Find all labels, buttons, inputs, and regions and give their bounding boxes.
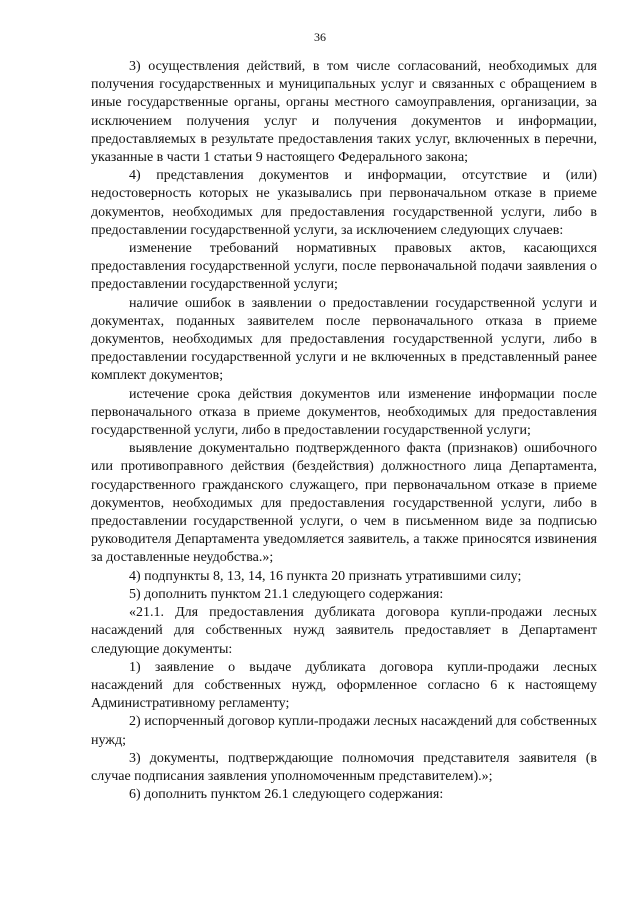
paragraph: истечение срока действия документов или изменение информации после первоначального отказа в приеме документов, необходимых для предоставления государственной услуги, либо в предоставлении государственной услуги; [91, 386, 597, 439]
paragraph: наличие ошибок в заявлении о предоставлении государственной услуги и документах, поданных заявителем после первоначального отказа в приеме документов, необходимых для предоставления государственной услуги, либо в предоставлении государственной услуги и не включенных в представленный ранее комплект документов; [91, 295, 597, 384]
paragraph: 1) заявление о выдаче дубликата договора купли-продажи лесных насаждений для собственных нужд, оформленное согласно 6 к настоящему Административному регламенту; [91, 659, 597, 712]
paragraph: 6) дополнить пунктом 26.1 следующего содержания: [129, 787, 444, 803]
page-number: 36 [314, 30, 326, 44]
paragraph: изменение требований нормативных правовых актов, касающихся предоставления государственной услуги, после первоначальной подачи заявления о предоставлении государственной услуги; [91, 241, 597, 293]
paragraph: 4) подпункты 8, 13, 14, 16 пункта 20 признать утратившими силу; [129, 568, 522, 584]
paragraph: выявление документально подтвержденного факта (признаков) ошибочного или противоправного действия (бездействия) должностного лица Департамента, государственного гражданского служащего, при первоначальном отказе в приеме документов, необходимых для предоставления государственной услуги, либо в предоставлении государственной услуги, о чем в письменном виде за подписью руководителя Департамента уведомляется заявитель, а также приносятся извинения за доставленные неудобства.»; [91, 441, 597, 566]
paragraph: 2) испорченный договор купли-продажи лесных насаждений для собственных нужд; [91, 714, 597, 748]
paragraph: 3) осуществления действий, в том числе согласований, необходимых для получения государственных и муниципальных услуг и связанных с обращением в иные государственные органы, органы местного самоуправления, организации, за исключением получения услуг и получения документов и информации, предоставляемых в результате предоставления таких услуг, включенных в перечни, указанные в части 1 статьи 9 настоящего Федерального закона; [91, 59, 597, 166]
paragraph: 3) документы, подтверждающие полномочия представителя заявителя (в случае подписания заявления уполномоченным представителем).»; [91, 750, 597, 784]
document-body [91, 58, 597, 804]
paragraph: «21.1. Для предоставления дубликата договора купли-продажи лесных насаждений для собственных нужд заявитель предоставляет в Департамент следующие документы: [91, 605, 597, 657]
paragraph: 4) представления документов и информации, отсутствие и (или) недостоверность которых не указывались при первоначальном отказе в приеме документов, необходимых для предоставления государственной услуги, либо в предоставлении государственной услуги, за исключением следующих случаев: [91, 168, 597, 238]
paragraph: 5) дополнить пунктом 21.1 следующего содержания: [129, 586, 444, 602]
